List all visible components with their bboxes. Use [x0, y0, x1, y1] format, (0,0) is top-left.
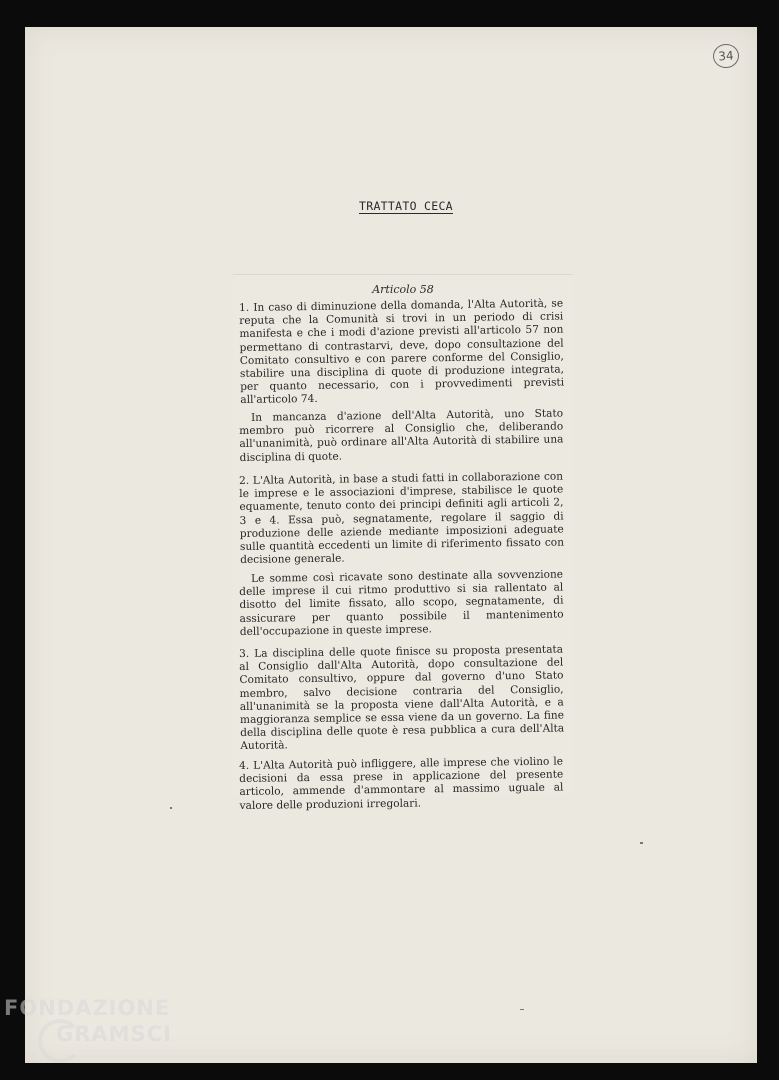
watermark-line-2: GRAMSCI — [56, 1022, 172, 1046]
watermark-logo-icon — [38, 1019, 82, 1063]
document-page — [25, 27, 757, 1063]
paragraph-2: In mancanza d'azione dell'Alta Autorità, uno Stato membro può ricorrere al Consiglio che, deliberando all'unanimità, può ordinare all'Alta Autorità di stabilire una disciplina di quote. — [239, 407, 564, 464]
paper-speck — [170, 807, 172, 809]
article-clipping — [233, 274, 573, 812]
paper-speck — [640, 842, 643, 844]
paragraph-6: 4. L'Alta Autorità può infliggere, alle imprese che violino le decisioni da essa prese in applicazione del presente articolo, ammende d'ammontare al massimo uguale al valore delle produzioni irregolari. — [239, 755, 564, 812]
paper-speck — [520, 1009, 524, 1010]
paragraph-3: 2. L'Alta Autorità, in base a studi fatti in collaborazione con le imprese e le associazioni d'imprese, stabilisce le quote equamente, tenuto conto dei principi definiti agli articoli 2, 3 e 4. Essa può, segnatamente, regolare il saggio di produzione delle aziende mediante imposizioni adeguate sulle quantità eccedenti un limite di riferimento fissato con decisione generale. — [239, 470, 565, 567]
watermark-line-1: FONDAZIONE — [4, 996, 171, 1020]
page-number-stamp: 34 — [712, 43, 740, 69]
archive-watermark — [4, 995, 172, 1047]
document-title: TRATTATO CECA — [359, 199, 453, 213]
paragraph-1: 1. In caso di diminuzione della domanda, l'Alta Autorità, se reputa che la Comunità si trovi in un periodo di crisi manifesta e che i modi d'azione previsti all'articolo 57 non permettano di contrastarvi, deve, dopo consultazione del Comitato consultivo e con parere conforme del Consiglio, stabilire una disciplina di quote di produzione integrata, per quanto necessario, con i provvedimenti previsti all'articolo 74. — [239, 297, 565, 407]
paragraph-4: Le somme così ricavate sono destinate alla sovvenzione delle imprese il cui ritmo produttivo si sia rallentato al disotto del limite fissato, allo scopo, segnatamente, di assicurare per quanto possibile il mantenimento dell'occupazione in queste imprese. — [239, 568, 564, 638]
paragraph-5: 3. La disciplina delle quote finisce su proposta presentata al Consiglio dall'Alta Autorità, dopo consultazione del Comitato consultivo, oppure dal governo d'uno Stato membro, salvo decisione contraria del Consiglio, all'unanimità se la proposta viene dall'Alta Autorità, e a maggioranza semplice se essa viene da un governo. La fine della disciplina delle quote è resa pubblica a cura dell'Alta Autorità. — [239, 643, 565, 753]
article-heading: Articolo 58 — [372, 283, 434, 296]
